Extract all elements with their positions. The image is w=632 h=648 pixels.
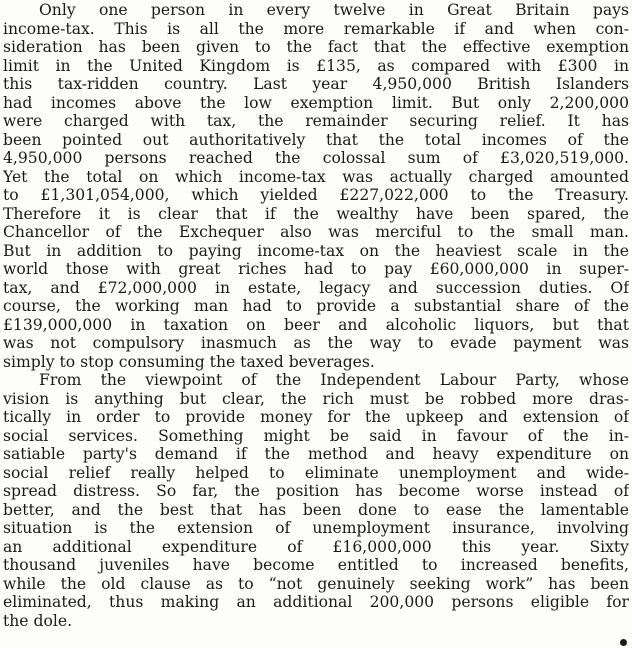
text-line: was not compulsory inasmuch as the way to evade payment was bbox=[3, 334, 629, 352]
text-line: to £1,301,054,000, which yielded £227,022,000 to the Treasury. bbox=[3, 186, 629, 204]
text-line: an additional expenditure of £16,000,000 this year. Sixty bbox=[3, 537, 629, 556]
text-line: the dole. bbox=[3, 611, 73, 630]
text-line: vision is anything but clear, the rich must be robbed more dras- bbox=[3, 389, 629, 408]
text-line: eliminated, thus making an additional 200,000 persons eligible for bbox=[3, 593, 629, 611]
article-column bbox=[3, 1, 629, 630]
text-line: £139,000,000 in taxation on beer and alcoholic liquors, but that bbox=[3, 315, 629, 334]
text-line: course, the working man had to provide a substantial share of the bbox=[3, 297, 629, 315]
text-line: Therefore it is clear that if the wealthy have been spared, the bbox=[3, 204, 629, 223]
text-line: Only one person in every twelve in Great Britain pays bbox=[39, 1, 629, 19]
text-line: spread distress. So far, the position has become worse instead of bbox=[3, 482, 629, 500]
text-line: tax, and £72,000,000 in estate, legacy and succession duties. Of bbox=[3, 278, 629, 297]
text-line: limit in the United Kingdom is £135, as compared with £300 in bbox=[3, 56, 629, 75]
text-line: satiable party's demand if the method and heavy expenditure on bbox=[3, 445, 629, 463]
text-line: social services. Something might be said in favour of the in- bbox=[3, 426, 629, 445]
text-line: From the viewpoint of the Independent Labour Party, whose bbox=[39, 371, 629, 389]
text-line: thousand juveniles have become entitled to increased benefits, bbox=[3, 556, 629, 574]
text-line: social relief really helped to eliminate unemployment and wide- bbox=[3, 463, 629, 482]
paragraph-2 bbox=[3, 371, 629, 630]
text-line: sideration has been given to the fact that the effective exemption bbox=[3, 38, 629, 56]
text-line: were charged with tax, the remainder securing relief. It has bbox=[3, 112, 629, 130]
text-line: better, and the best that has been done to ease the lamentable bbox=[3, 500, 629, 519]
text-line: while the old clause as to “not genuinely seeking work” has been bbox=[3, 574, 629, 593]
text-line: been pointed out authoritatively that the total incomes of the bbox=[3, 130, 629, 149]
text-line: 4,950,000 persons reached the colossal sum of £3,020,519,000. bbox=[3, 149, 629, 167]
paragraph-1 bbox=[3, 1, 629, 371]
text-line: had incomes above the low exemption limit. But only 2,200,000 bbox=[3, 93, 629, 112]
text-line: Yet the total on which income-tax was actually charged amounted bbox=[3, 167, 629, 186]
text-line: situation is the extension of unemployment insurance, involving bbox=[3, 519, 629, 537]
text-line: world those with great riches had to pay £60,000,000 in super- bbox=[3, 260, 629, 278]
text-line: income-tax. This is all the more remarkable if and when con- bbox=[3, 19, 629, 38]
text-line: tically in order to provide money for the upkeep and extension of bbox=[3, 408, 629, 426]
end-of-article-mark bbox=[620, 639, 627, 646]
text-line: simply to stop consuming the taxed beverages. bbox=[3, 352, 375, 371]
text-line: Chancellor of the Exchequer also was merciful to the small man. bbox=[3, 223, 629, 241]
text-line: But in addition to paying income-tax on the heaviest scale in the bbox=[3, 241, 629, 260]
text-line: this tax-ridden country. Last year 4,950,000 British Islanders bbox=[3, 75, 629, 93]
